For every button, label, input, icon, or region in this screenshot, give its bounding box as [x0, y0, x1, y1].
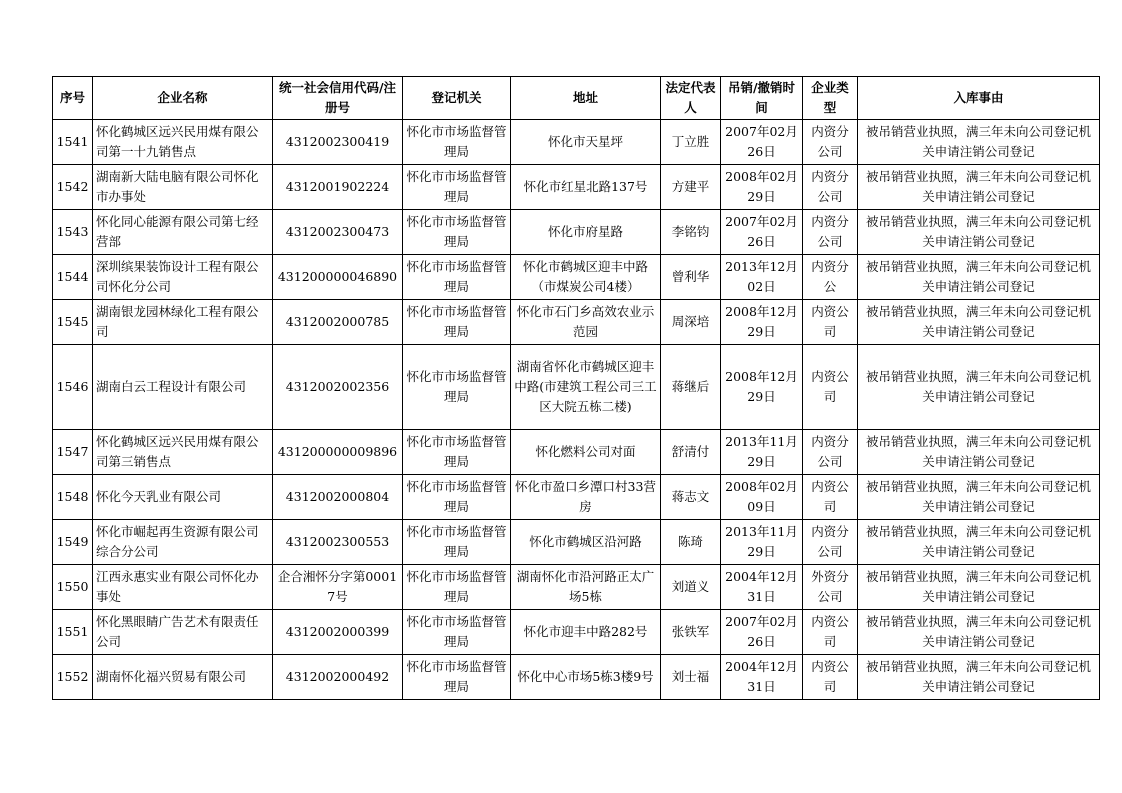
cell-name: 怀化鹤城区远兴民用煤有限公司第一十九销售点: [93, 120, 273, 165]
cell-no: 1551: [53, 610, 93, 655]
cell-no: 1543: [53, 210, 93, 255]
cell-type: 内资分公司: [803, 430, 858, 475]
revoked-enterprise-table: [52, 76, 1100, 700]
header-reason: 入库事由: [858, 77, 1100, 120]
cell-date: 2008年12月29日: [721, 300, 803, 345]
cell-name: 湖南新大陆电脑有限公司怀化市办事处: [93, 165, 273, 210]
cell-name: 湖南白云工程设计有限公司: [93, 345, 273, 430]
table-row: [53, 255, 1100, 300]
cell-type: 内资分公司: [803, 120, 858, 165]
cell-date: 2007年02月26日: [721, 120, 803, 165]
cell-no: 1541: [53, 120, 93, 165]
cell-authority: 怀化市市场监督管理局: [403, 255, 511, 300]
table-row: [53, 610, 1100, 655]
cell-reason: 被吊销营业执照，满三年未向公司登记机关申请注销公司登记: [858, 475, 1100, 520]
table-row: [53, 165, 1100, 210]
cell-type: 内资公司: [803, 610, 858, 655]
cell-type: 内资公司: [803, 345, 858, 430]
header-address: 地址: [511, 77, 661, 120]
cell-no: 1546: [53, 345, 93, 430]
cell-code: 4312002000804: [273, 475, 403, 520]
cell-code: 4312002300419: [273, 120, 403, 165]
cell-authority: 怀化市市场监督管理局: [403, 300, 511, 345]
table-row: [53, 345, 1100, 430]
cell-name: 怀化黑眼睛广告艺术有限责任公司: [93, 610, 273, 655]
cell-authority: 怀化市市场监督管理局: [403, 475, 511, 520]
header-no: 序号: [53, 77, 93, 120]
cell-no: 1549: [53, 520, 93, 565]
cell-type: 内资分公司: [803, 165, 858, 210]
cell-authority: 怀化市市场监督管理局: [403, 345, 511, 430]
cell-type: 内资公司: [803, 655, 858, 700]
table-row: [53, 655, 1100, 700]
cell-authority: 怀化市市场监督管理局: [403, 655, 511, 700]
cell-no: 1547: [53, 430, 93, 475]
cell-authority: 怀化市市场监督管理局: [403, 120, 511, 165]
cell-reason: 被吊销营业执照，满三年未向公司登记机关申请注销公司登记: [858, 520, 1100, 565]
cell-date: 2013年11月29日: [721, 520, 803, 565]
cell-reason: 被吊销营业执照，满三年未向公司登记机关申请注销公司登记: [858, 120, 1100, 165]
cell-rep: 周深培: [661, 300, 721, 345]
cell-code: 4312002300553: [273, 520, 403, 565]
cell-address: 怀化中心市场5栋3楼9号: [511, 655, 661, 700]
cell-reason: 被吊销营业执照，满三年未向公司登记机关申请注销公司登记: [858, 255, 1100, 300]
cell-address: 怀化市迎丰中路282号: [511, 610, 661, 655]
cell-rep: 张铁军: [661, 610, 721, 655]
cell-rep: 陈琦: [661, 520, 721, 565]
header-date: 吊销/撤销时间: [721, 77, 803, 120]
cell-no: 1544: [53, 255, 93, 300]
cell-address: 怀化市鹤城区沿河路: [511, 520, 661, 565]
cell-rep: 丁立胜: [661, 120, 721, 165]
cell-rep: 舒清付: [661, 430, 721, 475]
cell-address: 怀化燃料公司对面: [511, 430, 661, 475]
table-row: [53, 120, 1100, 165]
table-row: [53, 520, 1100, 565]
cell-type: 内资分公司: [803, 210, 858, 255]
cell-code: 企合湘怀分字第00017号: [273, 565, 403, 610]
table-row: [53, 475, 1100, 520]
cell-reason: 被吊销营业执照，满三年未向公司登记机关申请注销公司登记: [858, 300, 1100, 345]
cell-address: 湖南省怀化市鹤城区迎丰中路(市建筑工程公司三工区大院五栋二楼): [511, 345, 661, 430]
cell-reason: 被吊销营业执照，满三年未向公司登记机关申请注销公司登记: [858, 430, 1100, 475]
cell-rep: 蒋继后: [661, 345, 721, 430]
cell-authority: 怀化市市场监督管理局: [403, 520, 511, 565]
cell-no: 1542: [53, 165, 93, 210]
cell-address: 怀化市天星坪: [511, 120, 661, 165]
cell-date: 2007年02月26日: [721, 210, 803, 255]
cell-name: 怀化市崛起再生资源有限公司综合分公司: [93, 520, 273, 565]
cell-type: 内资公司: [803, 300, 858, 345]
cell-rep: 蒋志文: [661, 475, 721, 520]
cell-name: 湖南银龙园林绿化工程有限公司: [93, 300, 273, 345]
cell-authority: 怀化市市场监督管理局: [403, 430, 511, 475]
cell-no: 1548: [53, 475, 93, 520]
cell-no: 1552: [53, 655, 93, 700]
cell-code: 4312002000785: [273, 300, 403, 345]
header-name: 企业名称: [93, 77, 273, 120]
cell-rep: 曾利华: [661, 255, 721, 300]
cell-authority: 怀化市市场监督管理局: [403, 165, 511, 210]
cell-address: 怀化市石门乡高效农业示范园: [511, 300, 661, 345]
header-code: 统一社会信用代码/注册号: [273, 77, 403, 120]
cell-date: 2004年12月31日: [721, 565, 803, 610]
cell-type: 内资分公司: [803, 520, 858, 565]
cell-address: 怀化市红星北路137号: [511, 165, 661, 210]
cell-address: 怀化市府星路: [511, 210, 661, 255]
table-header-row: [53, 77, 1100, 120]
cell-no: 1550: [53, 565, 93, 610]
cell-name: 怀化今天乳业有限公司: [93, 475, 273, 520]
cell-code: 4312002000492: [273, 655, 403, 700]
cell-type: 外资分公司: [803, 565, 858, 610]
cell-reason: 被吊销营业执照，满三年未向公司登记机关申请注销公司登记: [858, 210, 1100, 255]
cell-date: 2013年11月29日: [721, 430, 803, 475]
cell-code: 4312002002356: [273, 345, 403, 430]
cell-authority: 怀化市市场监督管理局: [403, 210, 511, 255]
cell-reason: 被吊销营业执照，满三年未向公司登记机关申请注销公司登记: [858, 165, 1100, 210]
cell-code: 4312001902224: [273, 165, 403, 210]
header-type: 企业类型: [803, 77, 858, 120]
cell-address: 怀化市盈口乡潭口村33营房: [511, 475, 661, 520]
cell-reason: 被吊销营业执照，满三年未向公司登记机关申请注销公司登记: [858, 655, 1100, 700]
table-row: [53, 430, 1100, 475]
cell-name: 怀化同心能源有限公司第七经营部: [93, 210, 273, 255]
cell-date: 2008年02月29日: [721, 165, 803, 210]
cell-no: 1545: [53, 300, 93, 345]
cell-name: 湖南怀化福兴贸易有限公司: [93, 655, 273, 700]
cell-name: 怀化鹤城区远兴民用煤有限公司第三销售点: [93, 430, 273, 475]
cell-date: 2008年12月29日: [721, 345, 803, 430]
header-authority: 登记机关: [403, 77, 511, 120]
cell-code: 431200000046890: [273, 255, 403, 300]
cell-reason: 被吊销营业执照，满三年未向公司登记机关申请注销公司登记: [858, 565, 1100, 610]
cell-rep: 李铭钧: [661, 210, 721, 255]
cell-address: 湖南怀化市沿河路正太广场5栋: [511, 565, 661, 610]
cell-date: 2004年12月31日: [721, 655, 803, 700]
cell-type: 内资分公: [803, 255, 858, 300]
cell-authority: 怀化市市场监督管理局: [403, 610, 511, 655]
table-row: [53, 565, 1100, 610]
cell-type: 内资公司: [803, 475, 858, 520]
cell-reason: 被吊销营业执照，满三年未向公司登记机关申请注销公司登记: [858, 610, 1100, 655]
cell-name: 江西永惠实业有限公司怀化办事处: [93, 565, 273, 610]
table-row: [53, 300, 1100, 345]
cell-rep: 刘道义: [661, 565, 721, 610]
cell-authority: 怀化市市场监督管理局: [403, 565, 511, 610]
cell-name: 深圳缤果装饰设计工程有限公司怀化分公司: [93, 255, 273, 300]
cell-reason: 被吊销营业执照，满三年未向公司登记机关申请注销公司登记: [858, 345, 1100, 430]
cell-date: 2007年02月26日: [721, 610, 803, 655]
cell-code: 4312002300473: [273, 210, 403, 255]
table-row: [53, 210, 1100, 255]
cell-rep: 刘士福: [661, 655, 721, 700]
cell-code: 431200000009896: [273, 430, 403, 475]
cell-rep: 方建平: [661, 165, 721, 210]
cell-date: 2013年12月02日: [721, 255, 803, 300]
cell-date: 2008年02月09日: [721, 475, 803, 520]
cell-code: 4312002000399: [273, 610, 403, 655]
cell-address: 怀化市鹤城区迎丰中路（市煤炭公司4楼）: [511, 255, 661, 300]
header-rep: 法定代表人: [661, 77, 721, 120]
